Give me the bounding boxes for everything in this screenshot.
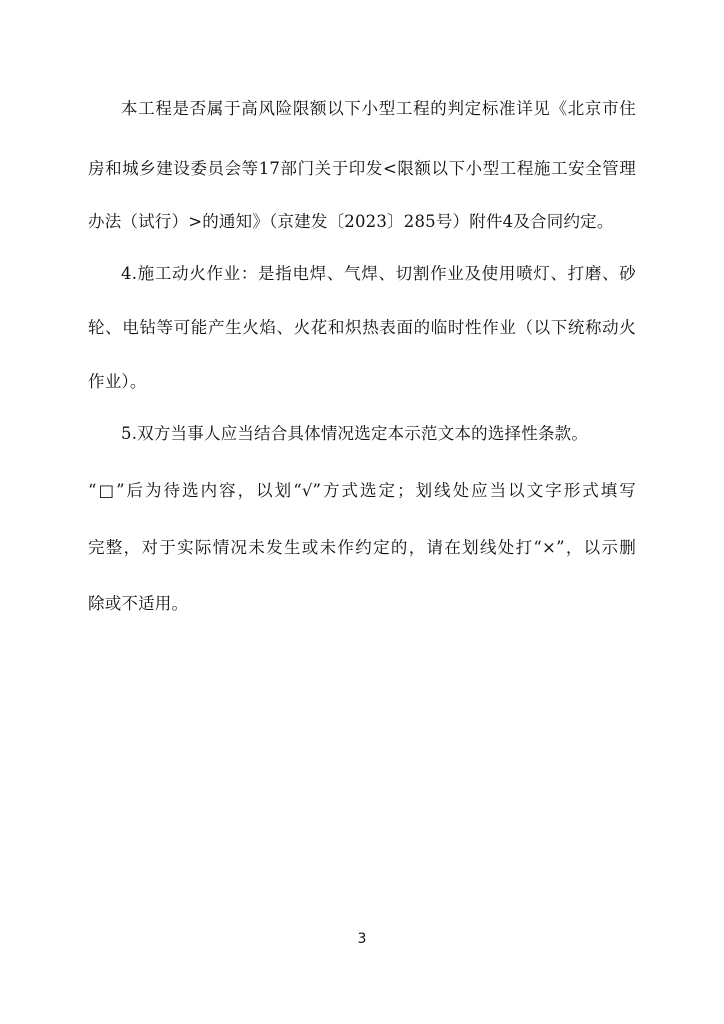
paragraph-3-line-3: 完整，对于实际情况未发生或未作约定的，请在划线处打“×”，以示删 — [88, 538, 636, 557]
paragraph-3-line-4: 除或不适用。 — [88, 594, 189, 613]
paragraph-3-line-2: “□”后为待选内容，以划“√”方式选定；划线处应当以文字形式填写 — [88, 481, 636, 500]
paragraph-3-line-1: 5.双方当事人应当结合具体情况选定本示范文本的选择性条款。 — [121, 424, 589, 443]
paragraph-2-line-1: 4.施工动火作业：是指电焊、气焊、切割作业及使用喷灯、打磨、砂 — [121, 264, 636, 283]
page-number: 3 — [357, 931, 367, 947]
paragraph-2-line-3: 作业）。 — [88, 372, 147, 391]
paragraph-1-line-1: 本工程是否属于高风险限额以下小型工程的判定标准详见《北京市住 — [121, 99, 636, 118]
paragraph-1-line-3: 办法（试行）>的通知》（京建发〔2023〕285号）附件4及合同约定。 — [88, 212, 614, 231]
paragraph-2-line-2: 轮、电钻等可能产生火焰、火花和炽热表面的临时性作业（以下统称动火 — [88, 318, 636, 337]
paragraph-1-line-2: 房和城乡建设委员会等17部门关于印发<限额以下小型工程施工安全管理 — [88, 159, 636, 178]
